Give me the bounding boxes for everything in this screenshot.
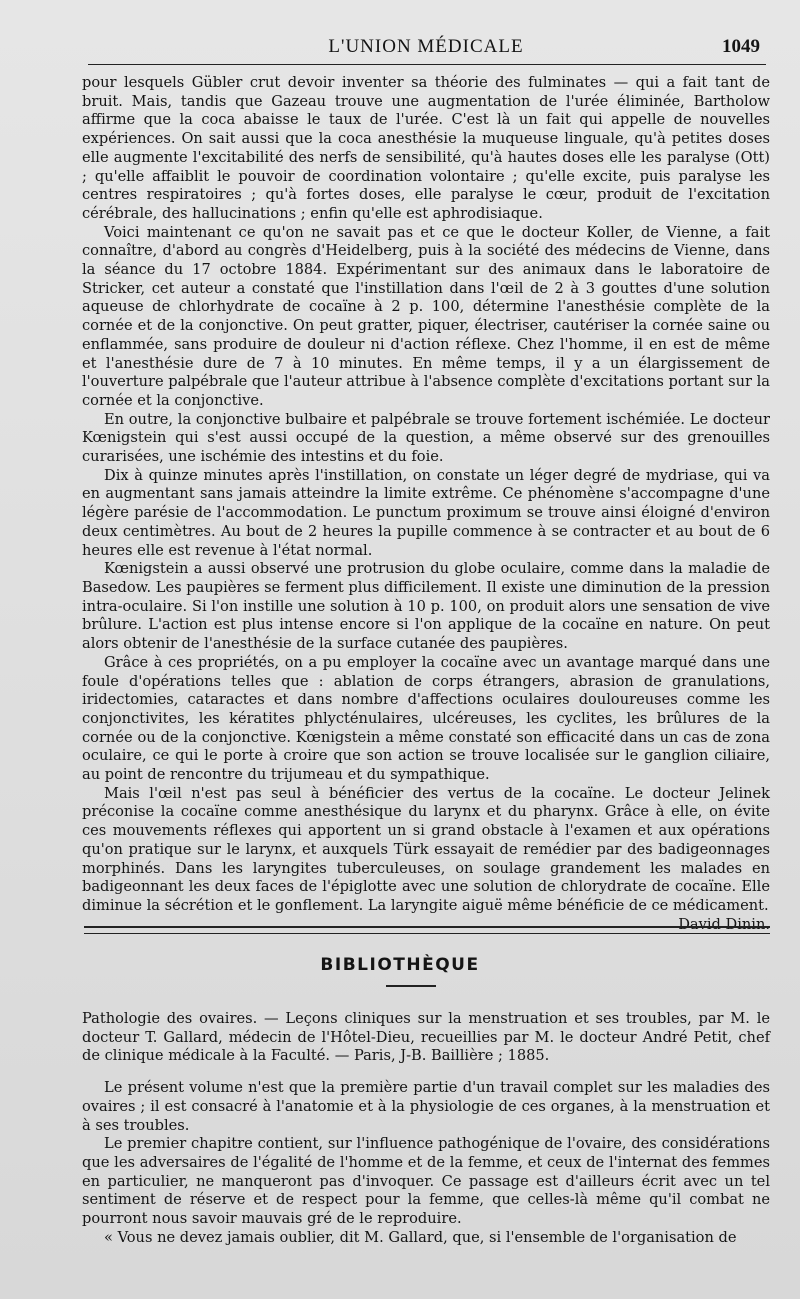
- bibliography-paragraph: Le premier chapitre contient, sur l'influence pathogénique de l'ovaire, des considérations que les adversaires de l'égalité de l'homme et de la femme, et ceux de l'internat des femmes en particulier, ne manqueront pas d'invoquer. Ce passage est d'ailleurs écrit avec un tel sentiment de réserve et de respect pour la femme, que celles-là même qu'il combat ne pourront nous savoir mauvais gré de le reproduire.: [82, 1135, 770, 1228]
- article-paragraph: Grâce à ces propriétés, on a pu employer la cocaïne avec un avantage marqué dans une foule d'opérations telles que : ablation de corps étrangers, abrasion de granulations, iridectomies, cataractes et dans nombre d'affections oculaires douloureuses comme les conjonctivites, les kératites phlycténulaires, ulcéreuses, les cyclites, les brûlures de la cornée ou de la conjonctive. Kœnigstein a même constaté son efficacité dans un cas de zona oculaire, ce qui le porte à croire que son action se trouve localisée sur le ganglion ciliaire, au point de rencontre du trijumeau et du sympathique.: [82, 653, 770, 784]
- running-title: L'UNION MÉDICALE: [328, 36, 524, 57]
- section-title: BIBLIOTHÈQUE: [320, 955, 480, 975]
- page-number: 1049: [722, 36, 760, 57]
- article-paragraph: En outre, la conjonctive bulbaire et palpébrale se trouve fortement ischémiée. Le docteur Kœnigstein qui s'est aussi occupé de la question, a même observé sur des grenouilles curarisées, une ischémie des intestins et du foie.: [82, 410, 770, 466]
- article-paragraph: Dix à quinze minutes après l'instillation, on constate un léger degré de mydriase, qui va en augmentant sans jamais atteindre la limite extrême. Ce phénomène s'accompagne d'une légère parésie de l'accommodation. Le punctum proximum se trouve ainsi éloigné d'environ deux centimètres. Au bout de 2 heures la pupille commence à se contracter et au bout de 6 heures elle est revenue à l'état normal.: [82, 466, 770, 559]
- section-title-rule: [386, 985, 436, 987]
- article-paragraph: Voici maintenant ce qu'on ne savait pas et ce que le docteur Koller, de Vienne, a fait connaître, d'abord au congrès d'Heidelberg, puis à la société des médecins de Vienne, dans la séance du 17 octobre 1884. Expérimentant sur des animaux dans le laboratoire de Stricker, cet auteur a constaté que l'instillation dans l'œil de 2 à 3 gouttes d'une solution aqueuse de chlorhydrate de cocaïne à 2 p. 100, détermine l'anesthésie complète de la cornée et de la conjonctive. On peut gratter, piquer, électriser, cautériser la cornée saine ou enflammée, sans produire de douleur ni d'action réflexe. Chez l'homme, il en est de même et l'anesthésie dure de 7 à 10 minutes. En même temps, il y a un élargissement de l'ouverture palpébrale que l'auteur attribue à l'absence complète d'excitations portant sur la cornée et la conjonctive.: [82, 223, 770, 409]
- article-paragraph: pour lesquels Gübler crut devoir inventer sa théorie des fulminates — qui a fait tant de bruit. Mais, tandis que Gazeau trouve une augmentation de l'urée éliminée, Bartholow affirme que la coca abaisse le taux de l'urée. C'est là un fait qui appelle de nouvelles expériences. On sait aussi que la coca anesthésie la muqueuse linguale, qu'à petites doses elle augmente l'excitabilité des nerfs de sensibilité, qu'à hautes doses elle les paralyse (Ott) ; qu'elle affaiblit le pouvoir de coordination volontaire ; qu'elle excite, puis paralyse les centres respiratoires ; qu'à fortes doses, elle paralyse le cœur, produit de l'excitation cérébrale, des hallucinations ; enfin qu'elle est aphrodisiaque.: [82, 74, 770, 222]
- running-head: [84, 36, 768, 64]
- author-signature: David Dinin.: [678, 915, 770, 933]
- bibliography-entry-heading: Pathologie des ovaires. — Leçons cliniques sur la menstruation et ses troubles, par M. le docteur T. Gallard, médecin de l'Hôtel-Dieu, recueillies par M. le docteur André Petit, chef de clinique médicale à la Faculté. — Paris, J-B. Baillière ; 1885.: [82, 1010, 770, 1065]
- article-paragraph: Mais l'œil n'est pas seul à bénéficier des vertus de la cocaïne. Le docteur Jelinek préconise la cocaïne comme anesthésique du larynx et du pharynx. Grâce à elle, on évite ces mouvements réflexes qui apportent un si grand obstacle à l'examen et aux opérations qu'on pratique sur le larynx, et auxquels Türk essayait de remédier par des badigeonnages morphinés. Dans les laryngites tuberculeuses, on soulage grandement les malades en badigeonnant les deux faces de l'épiglotte avec une solution de chlorydrate de cocaïne. Elle diminue la sécrétion et le gonflement. La laryngite aiguë même bénéficie de ce médicament.: [82, 784, 770, 914]
- bibliography-paragraph: « Vous ne devez jamais oublier, dit M. Gallard, que, si l'ensemble de l'organisation de: [104, 1228, 737, 1246]
- bibliography-paragraph: Le présent volume n'est que la première partie d'un travail complet sur les maladies des ovaires ; il est consacré à l'anatomie et à la physiologie de ces organes, à la menstruation et à ses troubles.: [82, 1079, 770, 1134]
- header-rule: [88, 64, 766, 65]
- article-paragraph: Kœnigstein a aussi observé une protrusion du globe oculaire, comme dans la maladie de Basedow. Les paupières se ferment plus difficilement. Il existe une diminution de la pression intra-oculaire. Si l'on instille une solution à 10 p. 100, on produit alors une sensation de vive brûlure. L'action est plus intense encore si l'on applique de la cocaïne en nature. On peut alors obtenir de l'anesthésie de la surface cutanée des paupières.: [82, 560, 770, 653]
- section-divider: [84, 926, 770, 934]
- bibliography-section: [82, 1010, 770, 1247]
- article-body: [82, 74, 770, 934]
